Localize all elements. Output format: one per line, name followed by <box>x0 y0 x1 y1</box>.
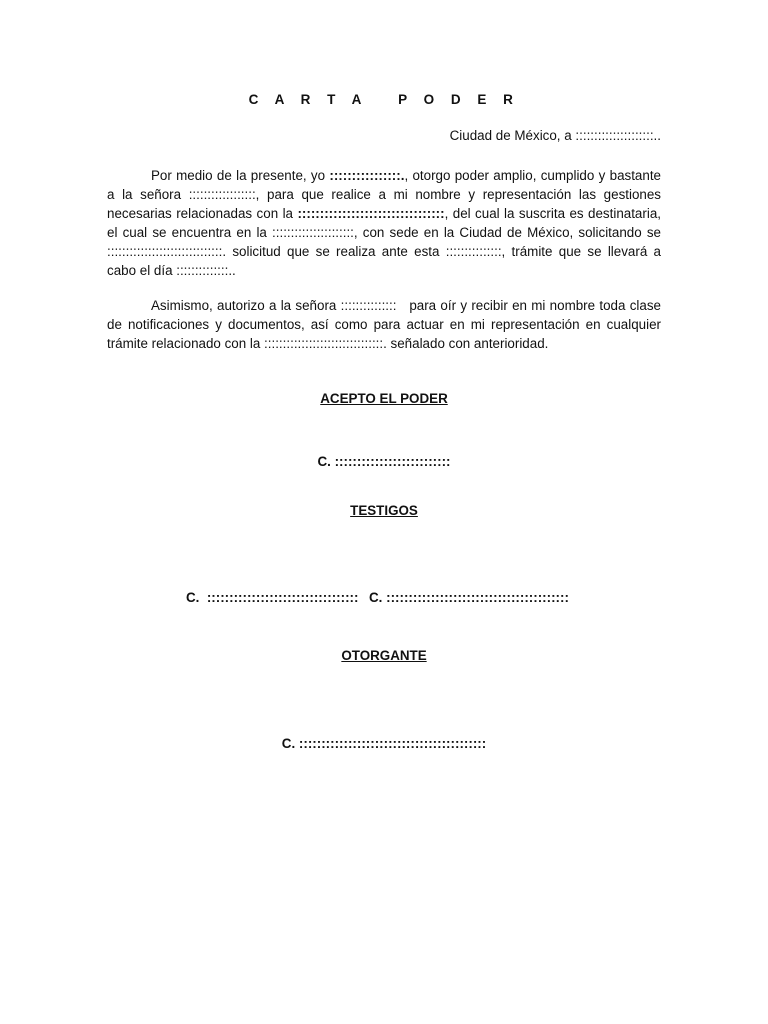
testigo-1-signature-line: C. :::::::::::::::::::::::::::::::::: <box>186 590 359 605</box>
acepto-heading: ACEPTO EL PODER <box>320 391 448 406</box>
acepto-signature-line: C. :::::::::::::::::::::::::: <box>317 454 451 469</box>
testigo-2-signature-line: C. ::::::::::::::::::::::::::::::::::::::::: <box>369 590 569 605</box>
paragraph-1-blank-name: ::::::::::::::::. <box>329 168 405 183</box>
paragraph-1-text-a: Por medio de la presente, yo <box>151 168 330 183</box>
otorgante-signature-line: C. :::::::::::::::::::::::::::::::::::::::::: <box>281 736 487 751</box>
paragraph-1-text-b: , otorgo poder amplio, cumplido y bastante a la señora ::::::::::::::::::, para que realice a mi nombre y representación las gestiones necesarias relacionadas con la <box>107 168 661 221</box>
paragraph-2 <box>107 296 665 353</box>
paragraph-1-text-c: , del cual la suscrita es destinataria, el cual se encuentra en la ::::::::::::::::::::::, con sede en la Ciudad de México, solicitando se :::::::::::::::::::::::::::::::. solicitud que se realiza ante esta :::::::::::::::, trámite que se llevará a cabo el día ::::::::::::::.. <box>107 206 661 278</box>
paragraph-2-text: Asimismo, autorizo a la señora ::::::::::::::: para oír y recibir en mi nombre toda clase de notificaciones y documentos, así como para actuar en mi representación en cualquier trámite relacionado con la ::::::::::::::::::::::::::::::::. señalado con anterioridad. <box>107 298 665 351</box>
date-line: Ciudad de México, a :::::::::::::::::::::.. <box>449 128 661 143</box>
paragraph-1 <box>107 166 661 280</box>
otorgante-heading: OTORGANTE <box>341 648 427 663</box>
paragraph-1-blank-subject: ::::::::::::::::::::::::::::::::: <box>297 206 445 221</box>
testigos-heading: TESTIGOS <box>350 503 418 518</box>
document-title: C A R T A P O D E R <box>248 92 520 107</box>
